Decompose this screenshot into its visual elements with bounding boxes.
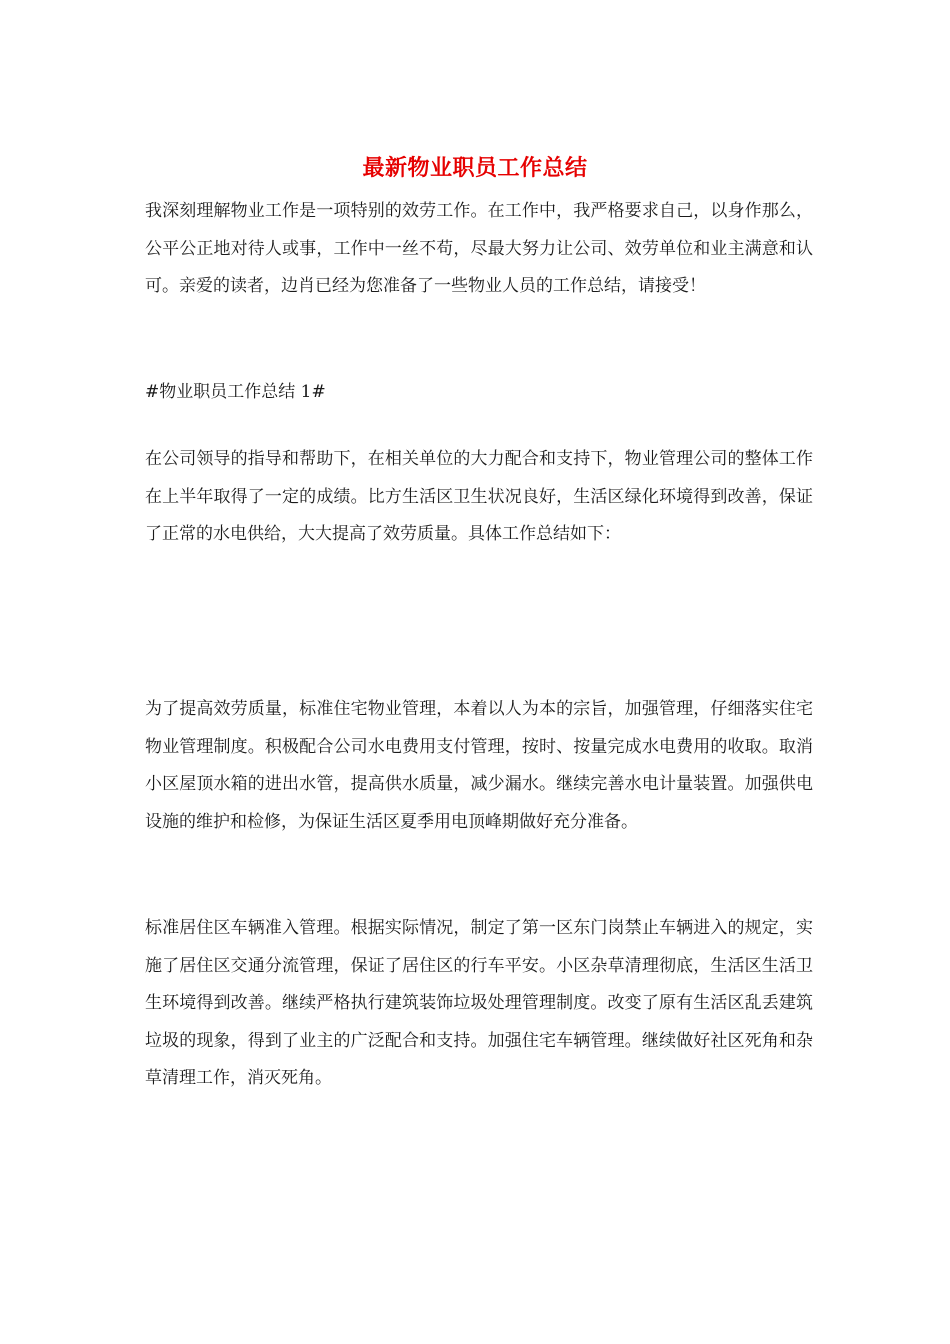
document-title: 最新物业职员工作总结	[362, 155, 588, 181]
body-paragraph-3: 标准居住区车辆准入管理。根据实际情况，制定了第一区东门岗禁止车辆进入的规定，实施了居住区交通分流管理，保证了居住区的行车平安。小区杂草清理彻底，生活区生活卫生环境得到改善。继续严格执行建筑装饰垃圾处理管理制度。改变了原有生活区乱丢建筑垃圾的现象，得到了业主的广泛配合和支持。加强住宅车辆管理。继续做好社区死角和杂草清理工作，消灭死角。	[145, 918, 813, 1088]
intro-paragraph: 我深刻理解物业工作是一项特别的效劳工作。在工作中，我严格要求自己，以身作那么，公平公正地对待人或事，工作中一丝不苟，尽最大努力让公司、效劳单位和业主满意和认可。亲爱的读者，边肖已经为您准备了一些物业人员的工作总结，请接受！	[145, 201, 813, 296]
body-paragraph-1: 在公司领导的指导和帮助下，在相关单位的大力配合和支持下，物业管理公司的整体工作在上半年取得了一定的成绩。比方生活区卫生状况良好，生活区绿化环境得到改善，保证了正常的水电供给，大大提高了效劳质量。具体工作总结如下：	[145, 449, 813, 544]
section-heading: #物业职员工作总结 1#	[145, 382, 326, 402]
body-paragraph-2: 为了提高效劳质量，标准住宅物业管理，本着以人为本的宗旨，加强管理，仔细落实住宅物业管理制度。积极配合公司水电费用支付管理，按时、按量完成水电费用的收取。取消小区屋顶水箱的进出水管，提高供水质量，减少漏水。继续完善水电计量装置。加强供电设施的维护和检修，为保证生活区夏季用电顶峰期做好充分准备。	[145, 699, 813, 832]
